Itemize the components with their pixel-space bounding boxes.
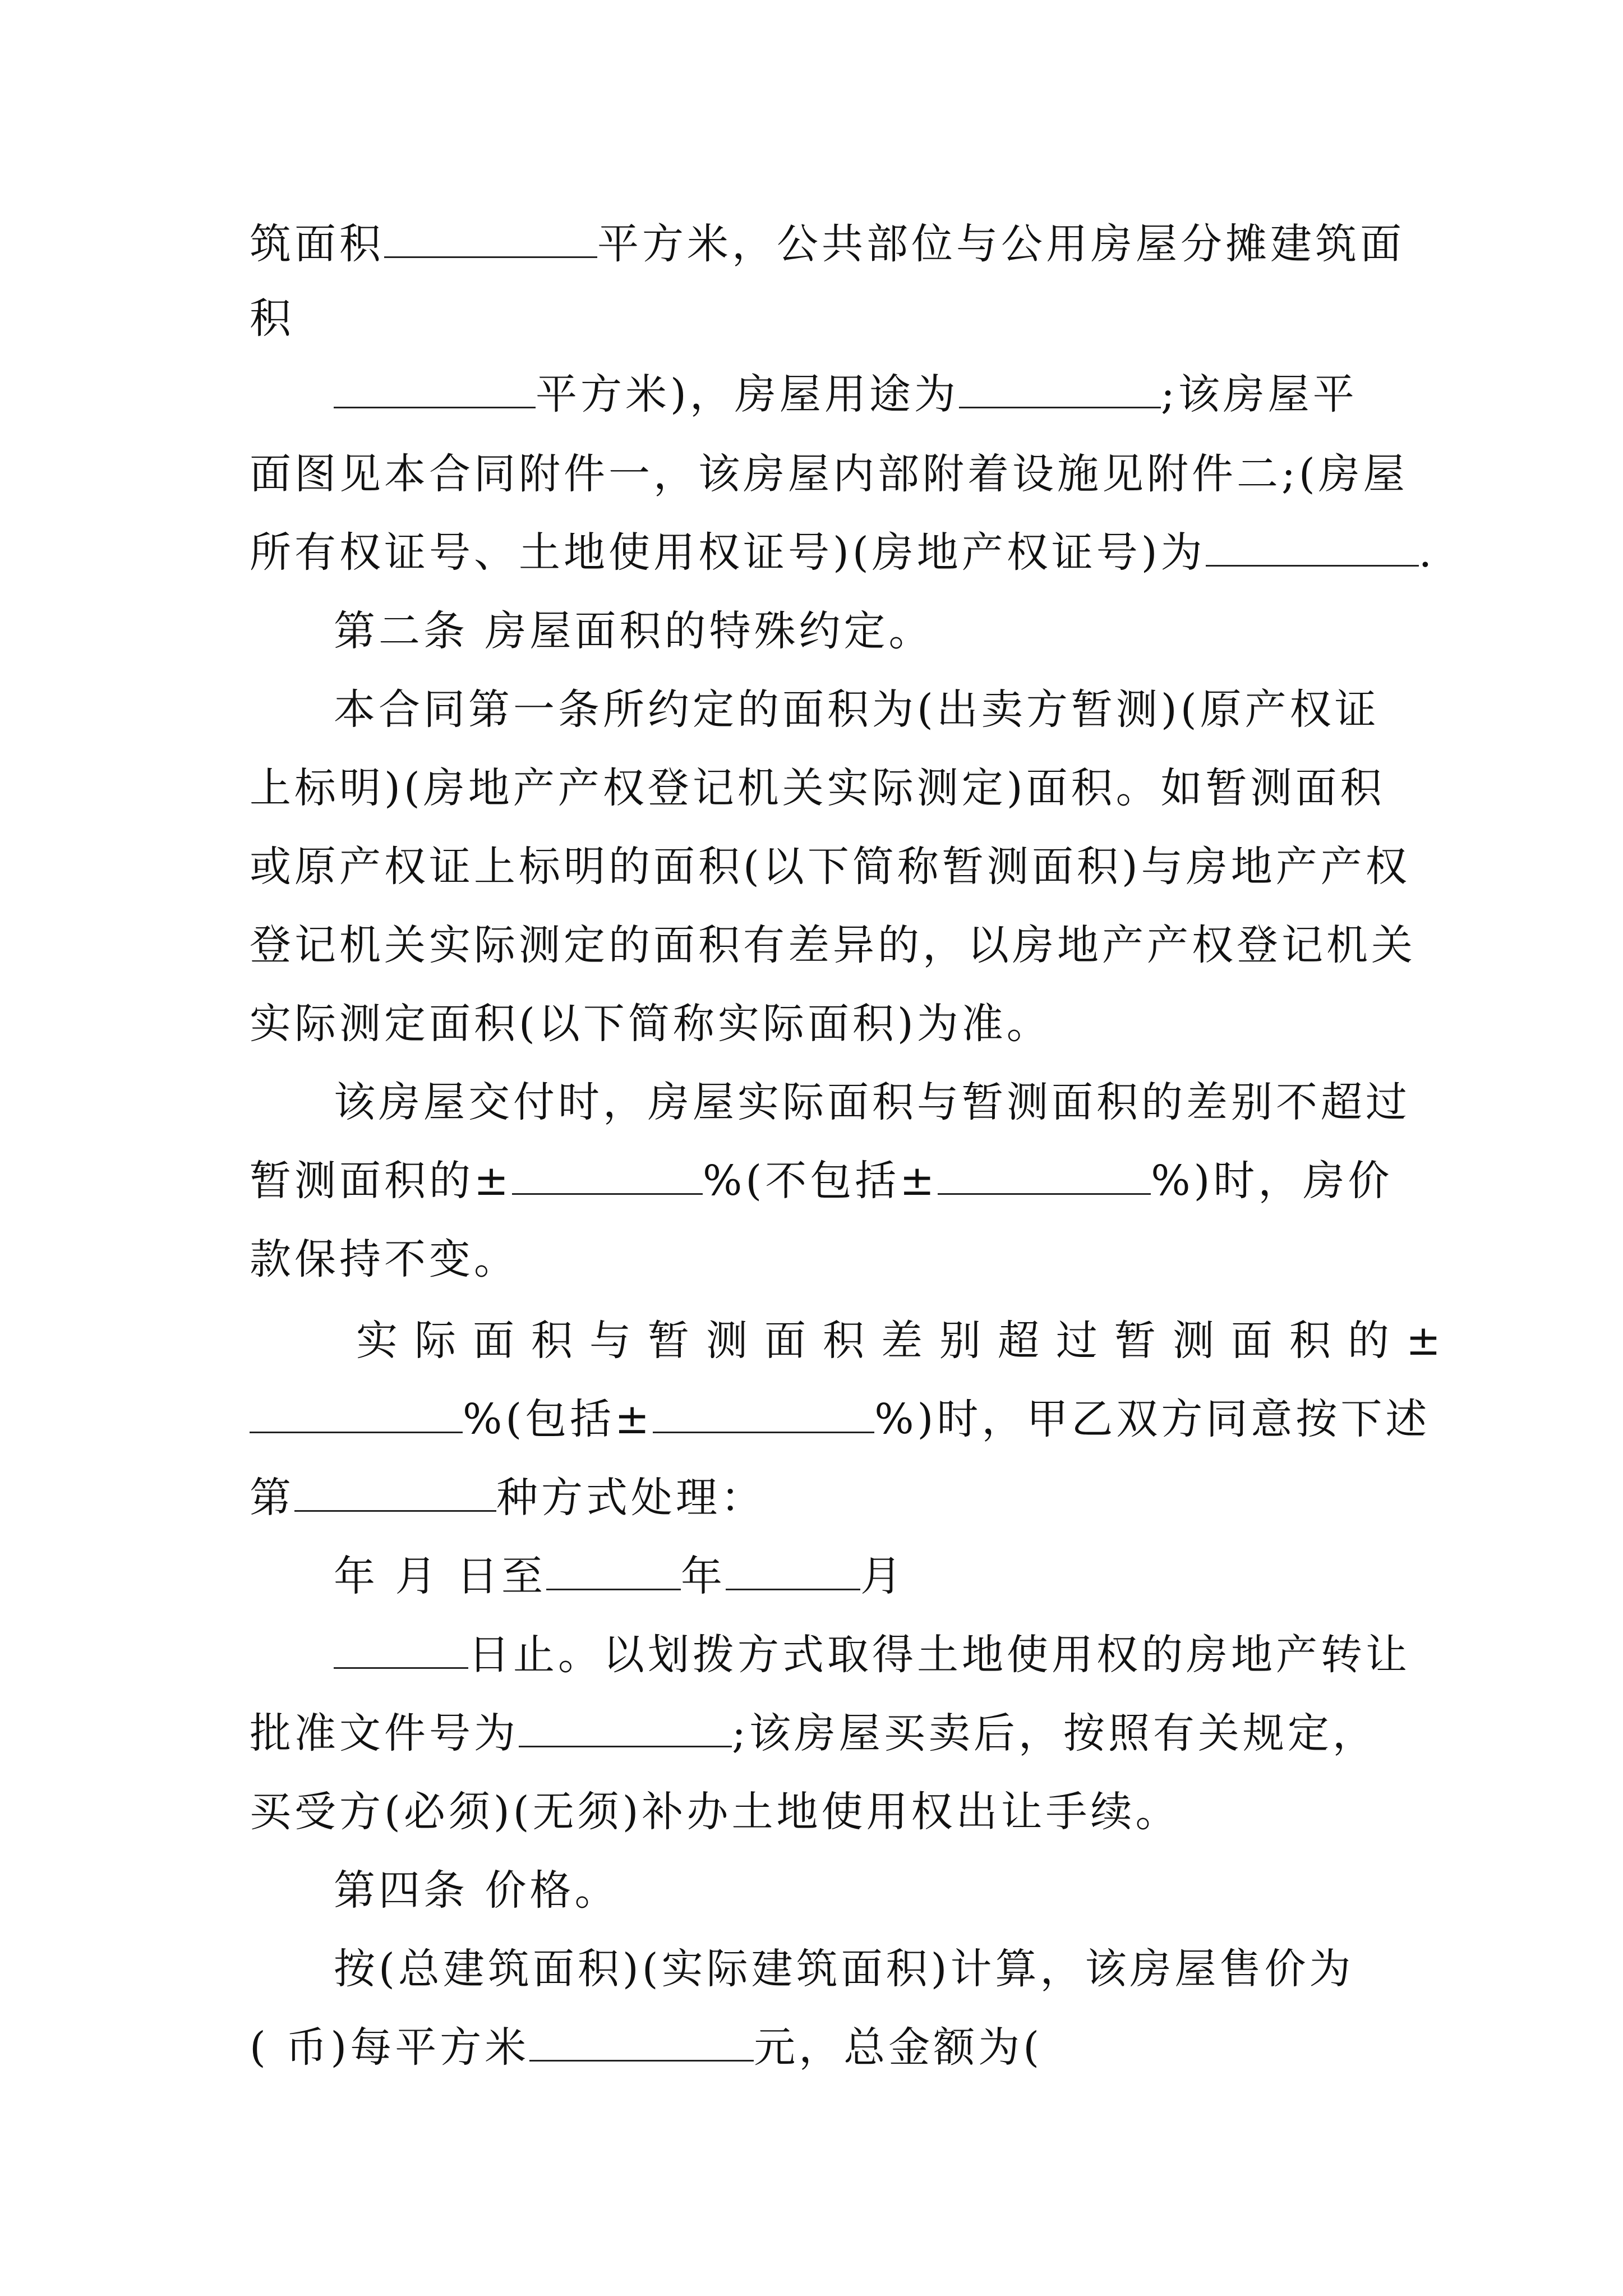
text: 第二条 房屋面积的特殊约定。 <box>334 607 934 655</box>
text-line-2 <box>250 291 294 347</box>
text: ;该房屋买卖后，按照有关规定， <box>732 1709 1377 1757</box>
text-line-24 <box>250 2019 1043 2076</box>
blank-field <box>334 1632 468 1669</box>
blank-field <box>938 1158 1151 1195</box>
text: 实际测定面积(以下简称实际面积)为准。 <box>250 1000 1052 1048</box>
blank-field <box>294 1475 496 1512</box>
text: 筑面积 <box>250 220 384 268</box>
text: 批准文件号为 <box>250 1709 519 1757</box>
text-line-11 <box>250 996 1052 1052</box>
text: 买受方(必须)(无须)补办土地使用权出让手续。 <box>250 1788 1181 1836</box>
text-line-19 <box>334 1627 1410 1683</box>
blank-field <box>250 1397 463 1433</box>
text: %(不包括± <box>703 1157 938 1205</box>
text-line-20 <box>250 1705 1377 1761</box>
text: ;该房屋平 <box>1160 370 1358 418</box>
document-page <box>250 0 1458 2296</box>
text: 元，总金额为( <box>754 2023 1043 2072</box>
blank-field <box>334 372 536 408</box>
blank-field <box>1206 530 1419 567</box>
text: 款保持不变。 <box>250 1235 519 1283</box>
text: 暂测面积的± <box>250 1157 513 1205</box>
text-line-8 <box>250 760 1385 816</box>
text: 面图见本合同附件一，该房屋内部附着设施见附件二;(房屋 <box>250 450 1408 498</box>
blank-field <box>726 1554 860 1590</box>
text: 登记机关实际测定的面积有差异的，以房地产产权登记机关 <box>250 921 1416 969</box>
text: 日止。以划拨方式取得土地使用权的房地产转让 <box>468 1631 1410 1679</box>
text-line-13 <box>250 1153 1393 1209</box>
text-line-17 <box>250 1470 766 1526</box>
text: 第四条 价格。 <box>334 1866 620 1915</box>
text: 或原产权证上标明的面积(以下简称暂测面积)与房地产产权 <box>250 843 1410 891</box>
text: %(包括± <box>463 1395 653 1443</box>
text: ( 币)每平方米 <box>250 2023 530 2072</box>
text-line-10 <box>250 917 1416 973</box>
text: 按(总建筑面积)(实际建筑面积)计算，该房屋售价为 <box>334 1945 1354 1993</box>
text: 该房屋交付时，房屋实际面积与暂测面积的差别不超过 <box>334 1078 1410 1126</box>
text-line-15 <box>356 1313 1458 1369</box>
text: %)时，甲乙双方同意按下述 <box>874 1395 1431 1443</box>
blank-field <box>512 1158 703 1195</box>
text: 月 <box>860 1552 906 1600</box>
blank-field <box>653 1397 874 1433</box>
text: 平方米)，房屋用途为 <box>536 370 959 418</box>
text: %)时，房价 <box>1151 1157 1393 1205</box>
text-line-23 <box>334 1941 1354 1997</box>
text: 积 <box>250 295 294 343</box>
section-heading-article-4 <box>334 1862 620 1918</box>
text: 种方式处理： <box>496 1474 766 1522</box>
blank-field <box>959 372 1161 408</box>
text: 所有权证号、土地使用权证号)(房地产权证号)为 <box>250 528 1206 577</box>
text-line-16 <box>250 1391 1430 1447</box>
text: 第 <box>250 1474 294 1522</box>
text-line-9 <box>250 839 1410 895</box>
text-line-18 <box>334 1548 905 1604</box>
text-line-4 <box>250 446 1408 502</box>
text-line-14 <box>250 1231 519 1287</box>
section-heading-article-2 <box>334 603 934 659</box>
text: . <box>1418 528 1436 577</box>
text-line-3 <box>334 366 1358 422</box>
text: 本合同第一条所约定的面积为(出卖方暂测)(原产权证 <box>334 685 1380 734</box>
text: 平方米，公共部位与公用房屋分摊建筑面 <box>597 220 1405 268</box>
text: 年 月 日至 <box>334 1552 547 1600</box>
blank-field <box>529 2025 754 2062</box>
text-line-21 <box>250 1784 1180 1840</box>
text-line-12 <box>334 1074 1410 1130</box>
text-line-1 <box>250 216 1405 272</box>
text: 实际面积与暂测面积差别超过暂测面积的± <box>356 1317 1458 1365</box>
text-line-7 <box>334 682 1380 738</box>
blank-field <box>546 1554 681 1590</box>
text: 上标明)(房地产产权登记机关实际测定)面积。如暂测面积 <box>250 764 1385 812</box>
text-line-5 <box>250 524 1435 581</box>
text: 年 <box>681 1552 726 1600</box>
blank-field <box>384 222 597 258</box>
blank-field <box>519 1711 732 1747</box>
